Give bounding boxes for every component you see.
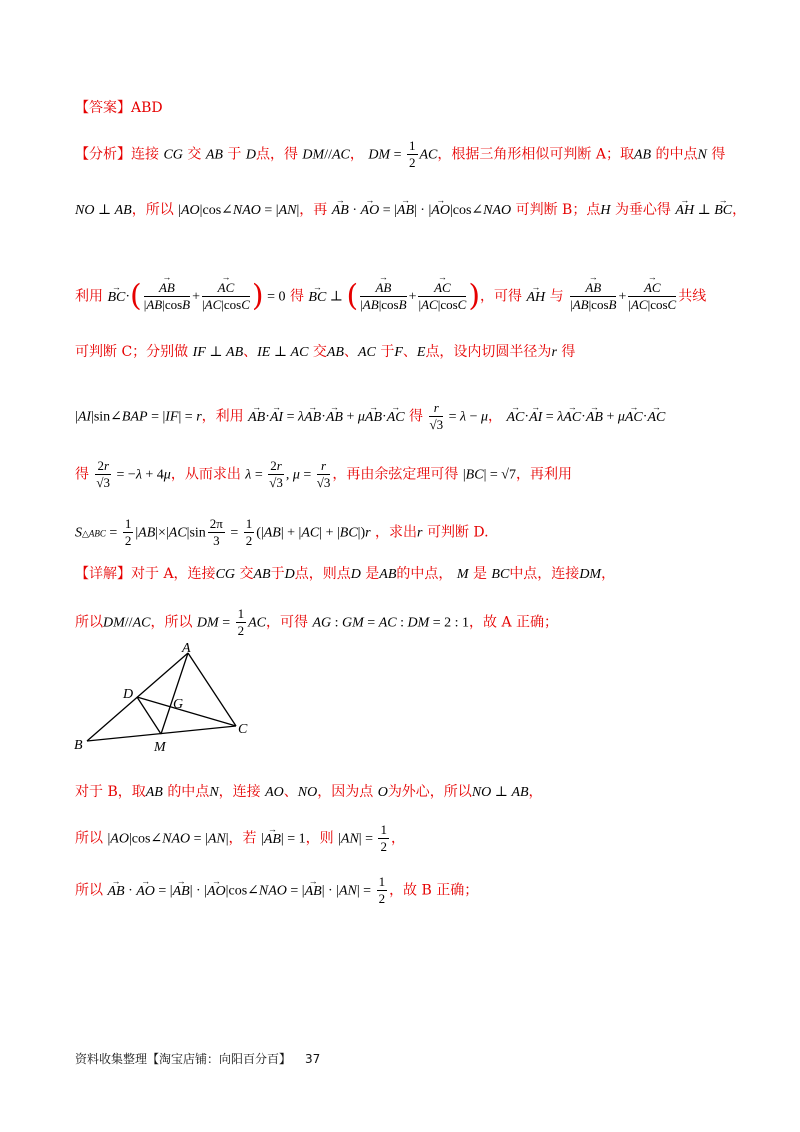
analysis-line-3: 利用 → BC·( → $\frac{AB}{|AB|\cos B}$ + → $\frac{AC}{|AC|\cos C}$ ) = 0 得 → BC ⊥ ( → $\frac{AB}{|AB|\cos B}$ + → $\frac{AC}{|AC|\cos C}$ )，可得 → AH 与 → $\frac{AB}{|AB|\cos B}$ + → $\frac{AC}{|AC|\cos C}$ 共线 [75, 280, 725, 313]
label-G: G [173, 697, 184, 712]
analysis-line-5: |AI|sin∠BAP = |IF| = r，利用 → AB·→ AI = λ→ AB·→ AB + μ→ AB·→ AC 得 $\frac{r}{√3}$ = λ − μ， → AC·→ AI = λ→ AC·→ AB + μ→ AC·→ AC [75, 400, 725, 433]
label-B: B [74, 738, 83, 753]
detail-line-2: 所以DM//AC，所以 DM = $\frac{1}{2}$ AC，可得 AG : GM = AC : DM = 2 : 1，故 A 正确； [75, 606, 559, 638]
label-M: M [154, 740, 166, 755]
label-A: A [182, 641, 191, 656]
detail-line-5: 所以 → AB · → AO = |→ AB| · |→ AO|cos∠NAO = |→ AB| · |AN| = $\frac{1}{2}$ ，故 B 正确； [75, 874, 725, 907]
detail-line-4: 所以 |AO|cos∠NAO = |AN|，若 |→ AB| = 1，则 |AN| = $\frac{1}{2}$ ， [75, 822, 725, 855]
analysis-label: 【分析】 [75, 146, 131, 163]
answer-value: ABD [131, 100, 163, 116]
triangle-figure [60, 640, 280, 760]
label-C: C [238, 722, 248, 737]
page-footer [75, 1050, 320, 1067]
analysis-line-7: S△ABC = $\frac{1}{2}$ |AB|×|AC|sin $\frac{2\pi}{3}$ = $\frac{1}{2}$ (|AB| + |AC| + |BC|)r ，求出r 可判断 D. [75, 516, 489, 548]
analysis-line-4: 可判断 C；分别做 IF ⊥ AB、IE ⊥ AC 交AB、AC 于F、E点，设内切圆半径为r 得 [75, 344, 576, 360]
analysis-line-1: 【分析】连接 CG 交 AB 于 D点，得 DM//AC， DM = $\frac{1}{2}$ AC，根据三角形相似可判断 A；取AB 的中点N 得 [75, 138, 726, 170]
segment-DC [137, 697, 236, 726]
detail-line-3: 对于 B，取AB 的中点N，连接 AO、NO，因为点 O为外心，所以NO ⊥ AB， [75, 784, 543, 800]
detail-label: 【详解】 [75, 566, 131, 582]
answer-label: 【答案】 [75, 100, 131, 116]
analysis-line-6: 得 $\frac{2r}{√3}$ = −λ + 4μ，从而求出 λ = $\frac{2r}{√3}$ , μ = $\frac{r}{√3}$ ，再由余弦定理可得 |BC| = √7，再利用 [75, 458, 572, 490]
answer-line [75, 98, 725, 118]
page-number: 37 [305, 1052, 321, 1066]
detail-line-1: 【详解】对于 A，连接CG 交AB于D点，则点D 是AB的中点， M 是 BC中点，连接DM， [75, 566, 616, 582]
analysis-line-2: NO ⊥ AB，所以 |AO|cos∠NAO = |AN|，再 → AB · → AO = |→ AB| · |→ AO|cos∠NAO 可判断 B；点H 为垂心得 → AH ⊥ → BC， [75, 200, 725, 221]
edge-AC [188, 653, 236, 726]
label-D: D [123, 687, 134, 702]
footer-text: 资料收集整理【淘宝店铺：向阳百分百】 [75, 1052, 292, 1066]
